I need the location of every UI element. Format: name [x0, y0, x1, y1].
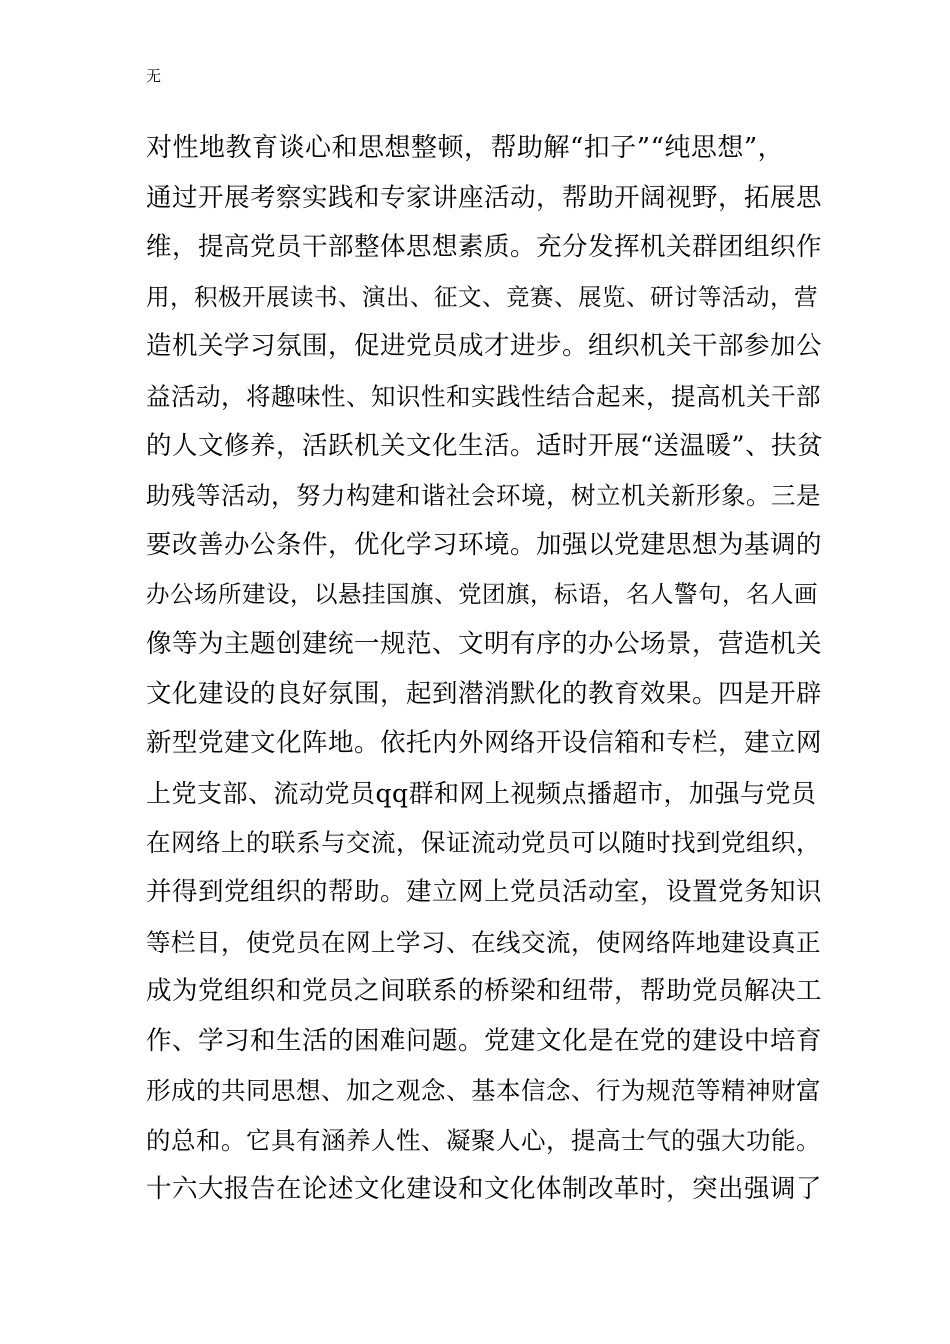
text-line: 的总和。它具有涵养人性、凝聚人心，提高士气的强大功能。 — [146, 1125, 821, 1155]
text-line: 十六大报告在论述文化建设和文化体制改革时，突出强调了 — [146, 1174, 823, 1205]
text-line: 维，提高党员干部整体思想素质。充分发挥机关群团组织作 — [146, 232, 823, 263]
text-line: 像等为主题创建统一规范、文明有序的办公场景，营造机关 — [146, 628, 823, 659]
text-line: 并得到党组织的帮助。建立网上党员活动室，设置党务知识 — [146, 876, 823, 907]
text-line: 在网络上的联系与交流，保证流动党员可以随时找到党组织， — [146, 828, 821, 858]
text-line: 造机关学习氛围，促进党员成才进步。组织机关干部参加公 — [146, 331, 823, 362]
text-line: 办公场所建设，以悬挂国旗、党团旗，标语，名人警句，名人画 — [146, 580, 818, 609]
text-line: 助残等活动，努力构建和谐社会环境，树立机关新形象。三是 — [146, 481, 821, 511]
text-line: 新型党建文化阵地。依托内外网络开设信箱和专栏，建立网 — [146, 728, 823, 759]
text-line: 用，积极开展读书、演出、征文、竞赛、展览、研讨等活动，营 — [146, 282, 818, 311]
text-line: 通过开展考察实践和专家讲座活动，帮助开阔视野，拓展思 — [146, 182, 823, 213]
text-line: 作、学习和生活的困难问题。党建文化是在党的建设中培育 — [146, 1025, 823, 1056]
text-line: 对性地教育谈心和思想整顿，帮助解“扣子”“纯思想”， — [146, 133, 785, 163]
body-paragraph — [146, 124, 826, 1215]
page-header-mark: 无 — [146, 67, 162, 85]
text-line: 要改善办公条件，优化学习环境。加强以党建思想为基调的 — [146, 529, 823, 560]
text-line: 成为党组织和党员之间联系的桥梁和纽带，帮助党员解决工 — [146, 976, 823, 1007]
text-line: 的人文修养，活跃机关文化生活。适时开展“送温暖”、扶贫 — [146, 430, 824, 461]
text-line: 文化建设的良好氛围，起到潜消默化的教育效果。四是开辟 — [146, 678, 823, 709]
text-line: 益活动，将趣味性、知识性和实践性结合起来，提高机关干部 — [146, 381, 821, 411]
text-line: 形成的共同思想、加之观念、基本信念、行为规范等精神财富 — [146, 1076, 821, 1106]
text-line: 等栏目，使党员在网上学习、在线交流，使网络阵地建设真正 — [146, 927, 821, 957]
text-line: 上党支部、流动党员qq群和网上视频点播超市，加强与党员 — [146, 778, 817, 808]
